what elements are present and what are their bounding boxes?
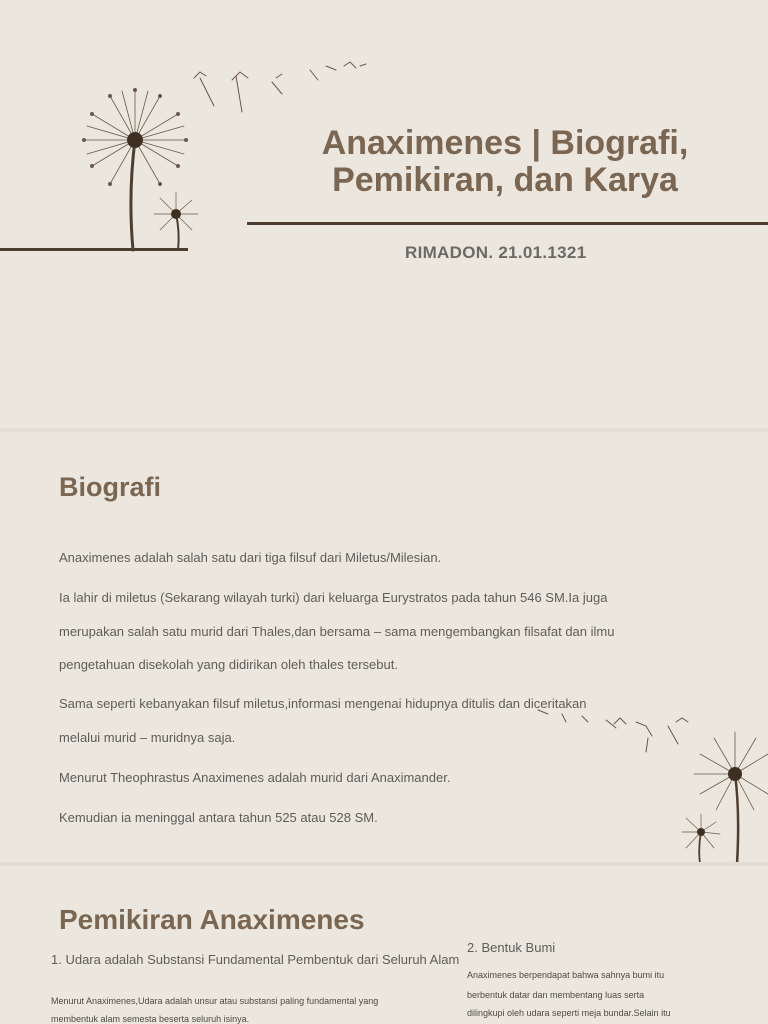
title-line-2: Pemikiran, dan Karya: [332, 161, 678, 199]
point-1-text: membentuk alam semesta beserta seluruh isinya.: [51, 1014, 250, 1024]
dandelion-illustration-icon: [518, 702, 768, 862]
title-line-1: Anaximenes | Biografi,: [321, 124, 689, 162]
point-1-text: Menurut Anaximenes,Udara adalah unsur atau substansi paling fundamental yang: [51, 996, 379, 1006]
slide-title: [300, 125, 710, 199]
bio-line: Ia lahir di miletus (Sekarang wilayah turki) dari keluarga Eurystratos pada tahun 546 SM.Ia juga: [59, 590, 608, 605]
bio-line: merupakan salah satu murid dari Thales,dan bersama – sama mengembangkan filsafat dan ilmu: [59, 624, 615, 639]
bio-line: Menurut Theophrastus Anaximenes adalah murid dari Anaximander.: [59, 770, 451, 785]
ground-line: [0, 248, 188, 251]
point-2-text: dilingkupi oleh udara seperti meja bundar.Selain itu: [467, 1008, 671, 1018]
title-slide: [0, 0, 768, 428]
bio-line: pengetahuan disekolah yang didirikan oleh thales tersebut.: [59, 657, 398, 672]
bio-line: Anaximenes adalah salah satu dari tiga filsuf dari Miletus/Milesian.: [59, 550, 442, 565]
point-2-text: berbentuk datar dan membentang luas serta: [467, 990, 645, 1000]
point-1-title: 1. Udara adalah Substansi Fundamental Pembentuk dari Seluruh Alam: [51, 952, 460, 967]
bio-line: Sama seperti kebanyakan filsuf miletus,informasi mengenai hidupnya ditulis dan diceritakan: [59, 696, 587, 711]
biografi-slide: [0, 432, 768, 862]
point-2-text: Anaximenes berpendapat bahwa sahnya bumi itu: [467, 970, 665, 980]
point-2-title: 2. Bentuk Bumi: [467, 940, 556, 955]
section-heading: Biografi: [59, 472, 162, 502]
section-heading: Pemikiran Anaximenes: [59, 904, 365, 935]
bio-line: melalui murid – muridnya saja.: [59, 730, 236, 745]
author-subtitle: RIMADON. 21.01.1321: [405, 243, 587, 262]
title-divider: [247, 222, 768, 225]
bio-line: Kemudian ia meninggal antara tahun 525 atau 528 SM.: [59, 810, 378, 825]
pemikiran-slide: [0, 866, 768, 1024]
